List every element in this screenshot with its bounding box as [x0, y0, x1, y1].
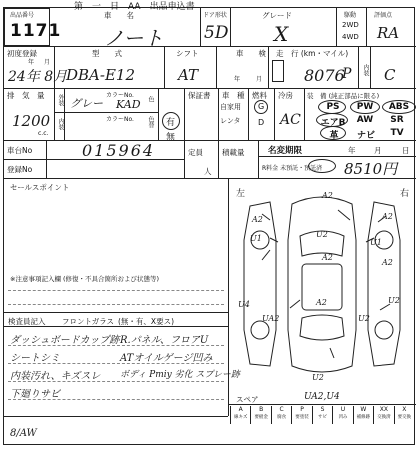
grade-label: グレード: [262, 11, 292, 20]
recycle-value: 8510円: [344, 160, 398, 178]
legend-cell: [230, 406, 250, 424]
diagram-mark-11: U2: [388, 296, 400, 305]
doors-value: 5D: [204, 23, 229, 43]
equip-pw-circle: [350, 100, 380, 114]
chassis-label: 車台No: [7, 146, 33, 155]
transfer-year: 年: [348, 146, 356, 155]
equip-aw: AW: [356, 115, 374, 125]
first-reg-month-suffix: 月: [44, 59, 51, 66]
diagram-mark-10: U4: [238, 300, 250, 309]
diagram-mark-13: UA2: [262, 314, 280, 323]
diagram-mark-4: U1: [250, 234, 262, 243]
mileage-check-box: [272, 60, 284, 82]
colorno-label: カラーNo.: [106, 92, 134, 99]
legend-cell: [291, 406, 311, 424]
equipment-label: 装 備 (純正部品に限る): [307, 92, 380, 100]
fuel-option-d: D: [258, 118, 265, 127]
legend-meaning: サビ: [317, 415, 327, 420]
legend-code: XX: [379, 406, 388, 413]
glass-options: (無・有、X要ス): [118, 317, 174, 326]
diagram-mark-7: A2: [382, 258, 393, 267]
drive-label: 駆動: [344, 12, 357, 19]
diagram-mark-12: U2: [358, 314, 370, 323]
equip-tv: TV: [390, 128, 404, 138]
shift-label: シフト: [176, 49, 199, 58]
equip-pw: PW: [356, 102, 374, 112]
drive-option-4wd: 4WD: [342, 33, 359, 41]
displacement-value: 1200: [12, 112, 51, 130]
equip-leather: 革: [329, 131, 339, 141]
shift-value: AT: [178, 66, 199, 84]
capacity-label: 定員: [188, 148, 203, 157]
mileage-unit: P: [342, 66, 352, 82]
legend-meaning: 腐食: [277, 415, 287, 420]
diagram-mark-8: U2: [316, 230, 328, 239]
grade-value: X: [274, 22, 289, 46]
auction-sheet: [3, 2, 415, 445]
equip-airbag: エアB: [320, 118, 346, 128]
legend-cell: [250, 406, 270, 424]
model-label: 型 式: [92, 49, 122, 58]
displacement-label: 排 気 量: [7, 91, 45, 100]
legend-code: W: [360, 406, 367, 413]
lot-number: 1171: [10, 21, 62, 41]
first-reg-value: 24年 8月: [8, 69, 68, 85]
legend-cell: [394, 406, 414, 424]
car-name-value: ノート: [104, 26, 164, 50]
exterior-label: 外装: [57, 94, 64, 106]
legend-meaning: 要塗装: [295, 415, 309, 420]
glass-label: フロントガラス: [62, 317, 115, 326]
inspection-label: 車 検: [236, 49, 266, 58]
eval-label: 評価点: [374, 12, 393, 19]
diagram-mark-1: A2: [322, 191, 333, 200]
legend-code: S: [320, 406, 325, 413]
equip-abs: ABS: [388, 102, 410, 112]
legend-code: X: [402, 406, 407, 413]
spare-label: スペア: [236, 395, 259, 404]
interior-value: C: [384, 66, 396, 84]
warranty-label: 保証書: [188, 91, 211, 100]
color-change-option-yes: 有: [166, 118, 176, 128]
inspection-left-item-1: ダッシュボードカップ跡: [10, 335, 120, 346]
car-diagram: [230, 180, 414, 386]
eval-value: RA: [377, 24, 400, 42]
car-name-label: 車 名: [104, 11, 134, 20]
transfer-day: 日: [402, 146, 410, 155]
legend-meaning: 補修跡: [356, 415, 371, 420]
notes-label: ※注意事項記入欄 (修復・不具合箇所および状態等): [10, 275, 160, 283]
recycle-circle: [308, 159, 336, 173]
legend-meaning: 交換済: [377, 415, 391, 420]
equip-navi: ナビ: [356, 131, 375, 141]
legend-cell: [353, 406, 373, 424]
mileage-value: 8076: [304, 66, 345, 85]
inspection-right-item-3: ボディ Pmiy 劣化 スプレー跡: [120, 370, 241, 380]
transfer-label: 名変期限: [268, 146, 303, 156]
spare-marks: UA2,U4: [304, 392, 340, 402]
sheet-title: 第 一 日 AA 出品申込書: [74, 2, 195, 12]
inspection-left-item-3: 内装汚れ、キズスレ: [10, 371, 101, 382]
reg-no-label: 登録No: [7, 165, 33, 174]
legend-code: P: [300, 406, 304, 413]
drive-option-2wd: 2WD: [342, 21, 359, 29]
color-label: 色: [147, 96, 154, 102]
legend-code: A: [238, 406, 243, 413]
legend-cell: [312, 406, 332, 424]
interior-label: 内装: [362, 64, 369, 76]
sales-points-label: セールスポイント: [10, 183, 70, 192]
color-change-option-no: 無: [166, 133, 176, 143]
diagram-right-label: 右: [400, 189, 410, 199]
capacity-unit: 人: [204, 167, 212, 176]
inspection-right-item-1: R.パネル、フロアU: [120, 335, 209, 346]
ac-value: AC: [280, 112, 301, 128]
colorno-value: KAD: [116, 98, 141, 111]
equip-airbag-circle: [316, 113, 348, 127]
inspection-right-item-2: ATオイルゲージ凹み: [120, 353, 213, 364]
chassis-value: 015964: [82, 141, 156, 160]
first-reg-year-suffix: 年: [28, 59, 35, 66]
fuel-label: 燃料: [252, 91, 267, 100]
interior-color-label: 内装: [57, 118, 64, 130]
diagram-mark-6: U1: [370, 238, 382, 247]
inspection-left-item-4: 下廻りサビ: [10, 389, 60, 400]
legend-cell: [271, 406, 291, 424]
first-reg-label: 初度登録: [7, 49, 37, 58]
diagram-mark-3: A2: [382, 212, 393, 221]
colorno-label-interior: カラーNo.: [106, 116, 134, 123]
equip-ps-circle: [318, 100, 346, 114]
legend-meaning: 要交換: [397, 415, 412, 420]
fuel-option-g: G: [258, 102, 265, 111]
legend-meaning: 凹み: [338, 415, 348, 420]
use-option-rental: レンタ: [220, 117, 241, 125]
load-label: 積載量: [222, 148, 245, 157]
equip-abs-circle: [382, 100, 416, 114]
cc-unit: c.c.: [38, 130, 49, 137]
legend-code: B: [259, 406, 264, 413]
legend-cell: [373, 406, 393, 424]
legend-meaning: 線キズ: [234, 415, 248, 420]
mileage-label: 走 行 (km・マイル): [276, 49, 349, 58]
model-value: DBA-E12: [66, 66, 135, 84]
diagram-left-label: 左: [236, 189, 246, 199]
equip-leather-circle: [320, 126, 346, 140]
color-value: グレー: [70, 97, 103, 110]
inspection-year: 年: [234, 76, 241, 83]
damage-legend: [230, 406, 414, 424]
use-option-private: 自家用: [220, 103, 241, 111]
equip-ps: PS: [326, 102, 340, 112]
legend-cell: [332, 406, 352, 424]
ac-label: 冷房: [278, 91, 293, 100]
legend-code: U: [340, 406, 346, 413]
diagram-mark-2: A2: [252, 215, 263, 224]
diagram-mark-14: U2: [312, 373, 324, 382]
inspection-label: 検査員記入: [8, 317, 46, 326]
inspection-left-item-2: シートシミ: [10, 353, 60, 364]
recycle-label: R料金 未預託・預託済: [262, 165, 323, 172]
color-change-label: 色替: [147, 116, 154, 128]
doors-label: ドア形状: [203, 12, 227, 19]
equip-sr: SR: [390, 115, 404, 125]
legend-code: C: [279, 406, 284, 413]
inspection-month: 月: [256, 76, 263, 83]
diagram-mark-5: A2: [322, 253, 333, 262]
use-label: 車 種: [222, 91, 245, 100]
footer-note: 8/AW: [10, 428, 37, 439]
transfer-month: 月: [374, 146, 382, 155]
lot-label: 出品番号: [10, 12, 35, 19]
legend-meaning: 要板金: [254, 415, 268, 420]
diagram-mark-9: A2: [316, 298, 327, 307]
